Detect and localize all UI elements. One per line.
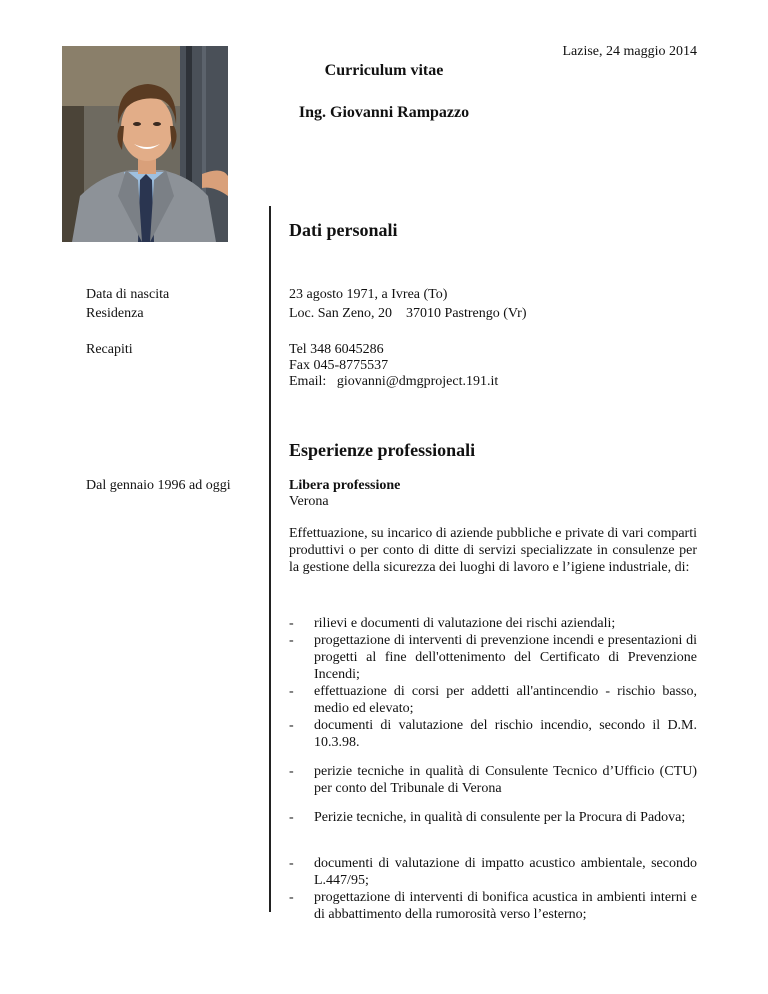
experience-place: Verona [289,494,329,509]
document-title: Curriculum vitae [324,62,444,79]
date-place: Lazise, 24 maggio 2014 [562,44,697,59]
section-title-personal: Dati personali [289,220,398,240]
list-item: - progettazione di interventi di prevenzione incendi e presentazioni di progetti al fine dell'ottenimento del Certificato di Prevenzione Incendi; [289,633,697,682]
contact-fax: Fax 045-8775537 [289,358,389,373]
list-item: - rilievi e documenti di valutazione dei rischi aziendali; [289,616,616,631]
experience-period: Dal gennaio 1996 ad oggi [86,478,231,493]
label-contacts: Recapiti [86,342,133,357]
section-title-experience: Esperienze professionali [289,440,476,460]
list-item: - Perizie tecniche, in qualità di consulente per la Procura di Padova; [289,810,686,825]
label-residence: Residenza [86,306,144,321]
value-residence: Loc. San Zeno, 20 37010 Pastrengo (Vr) [289,306,527,321]
contact-email: Email: giovanni@dmgproject.191.it [289,374,499,389]
list-item: - effettuazione di corsi per addetti all'antincendio - rischio basso, medio ed elevato; [289,684,697,716]
list-item: - documenti di valutazione del rischio incendio, secondo il D.M. 10.3.98. [289,718,697,750]
value-contacts [289,342,498,390]
value-birth: 23 agosto 1971, a Ivrea (To) [289,287,448,302]
candidate-name: Ing. Giovanni Rampazzo [298,104,470,121]
list-item: - perizie tecniche in qualità di Consulente Tecnico d’Ufficio (CTU) per conto del Tribunale di Verona [289,764,697,796]
experience-intro: Effettuazione, su incarico di aziende pubbliche e private di vari comparti produttivi o per conto di ditte di servizi specializzate in consulenze per la gestione della sicurezza dei luoghi di lavoro e l’igiene industriale, di: [289,526,697,575]
contact-phone: Tel 348 6045286 [289,342,384,357]
label-birth: Data di nascita [86,287,170,302]
list-item: - progettazione di interventi di bonifica acustica in ambienti interni e di abbattimento della rumorosità verso l’esterno; [289,890,697,922]
list-item: - documenti di valutazione di impatto acustico ambientale, secondo L.447/95; [289,856,697,888]
vertical-divider [269,206,271,912]
experience-header [289,478,400,510]
experience-role: Libera professione [289,478,401,493]
